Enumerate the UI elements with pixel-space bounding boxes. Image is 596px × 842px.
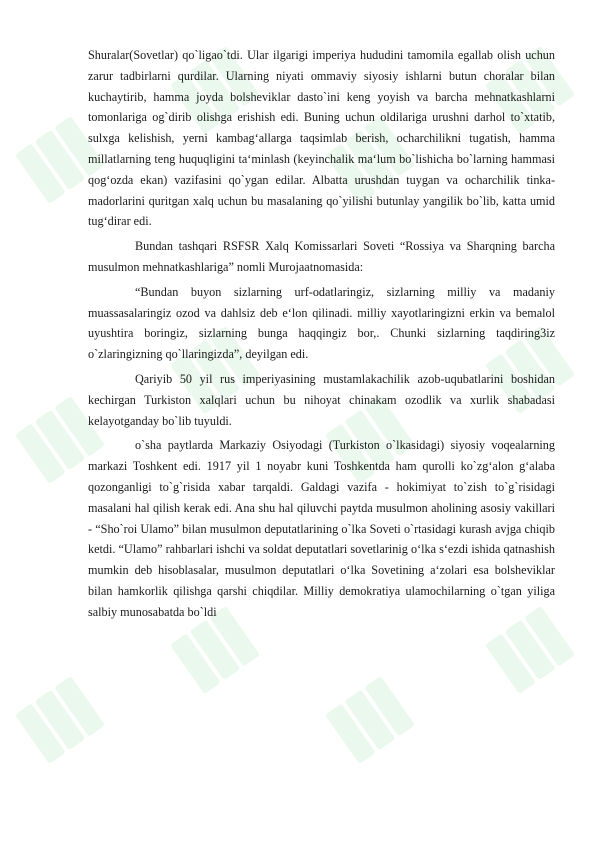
paragraph-3-quote: “Bundan buyon sizlarning urf-odatlaringiz, sizlarning milliy va madaniy muassasalaringiz ozod va dahlsiz deb e‘lon qilinadi. milliy xayotlaringizni erkin va bemalol uyushtira boringiz, sizlarning bunga haqqingiz bor,. Chunki sizlarning taqdiring3iz o`zlaringizning qo`llaringizda”, deyilgan edi. bbox=[88, 284, 555, 362]
paragraph-4: Qariyib 50 yil rus imperiyasining mustamlakachilik azob-uqubatlarini boshidan kechirgan Turkiston xalqlari uchun bu nihoyat chinakam ozodlik va xurlik shabadasi kelayotganday bo`lib tuyuldi. bbox=[88, 371, 555, 428]
paragraph-1: Shuralar(Sovetlar) qo`ligao`tdi. Ular ilgarigi imperiya hududini tamomila egallab olish uchun zarur tadbirlarni qurdilar. Ularning niyati ommaviy siyosiy ishlarni butun choralar bilan kuchaytirib, hamma joyda bolsheviklar dasto`ini keng yoyish va barcha mehnatkashlarni tomonlariga og`dirib olishga erishish edi. Buning uchun oldilariga urushni darhol to`xtatib, sulxga kelishish, yerni kambag‘allarga taqsimlab berish, ocharchilikni tugatish, hamma millatlarning teng huquqligini ta‘minlash (keyinchalik ma‘lum bo`lishicha bo`larning hammasi qog‘ozda ekan) vazifasini qo`ygan edilar. Albatta urushdan tuygan va ocharchilik tinka-madorlarini quritgan xalq uchun bu masalaning qo`yilishi butunlay yangilik bo`lib, katta umid tug‘dirar edi. bbox=[88, 48, 555, 229]
paragraph-5: o`sha paytlarda Markaziy Osiyodagi (Turkiston o`lkasidagi) siyosiy voqealarning markazi Toshkent edi. 1917 yil 1 noyabr kuni Toshkentda ham qurolli ko`zg‘alon g‘alaba qozonganligi to`g`risida xabar tarqaldi. Galdagi vazifa - hokimiyat to`zish to`g`risidagi masalani hal qilish kerak edi. Ana shu hal qiluvchi paytda musulmon aholining asosiy vakillari - “Sho`roi Ulamo” bilan musulmon deputatlarining o`lka Soveti o`rtasidagi kurash avjga chiqib ketdi. “Ulamo” rahbarlari ishchi va soldat deputatlari sovetlarinig o‘lka s‘ezdi ishida qatnashish mumkin deb hisoblasalar, musulmon deputatlari o‘lka Sovetining a‘zolari esa bolsheviklar bilan hamkorlik qilishga qarshi chiqdilar. Milliy demokratiya ulamochilarning o`tgan yiliga salbiy munosabatda bo`ldi bbox=[88, 438, 555, 619]
document-body bbox=[88, 45, 555, 623]
paragraph-2: Bundan tashqari RSFSR Xalq Komissarlari Soveti “Rossiya va Sharqning barcha musulmon mehnatkashlariga” nomli Murojaatnomasida: bbox=[88, 239, 555, 274]
